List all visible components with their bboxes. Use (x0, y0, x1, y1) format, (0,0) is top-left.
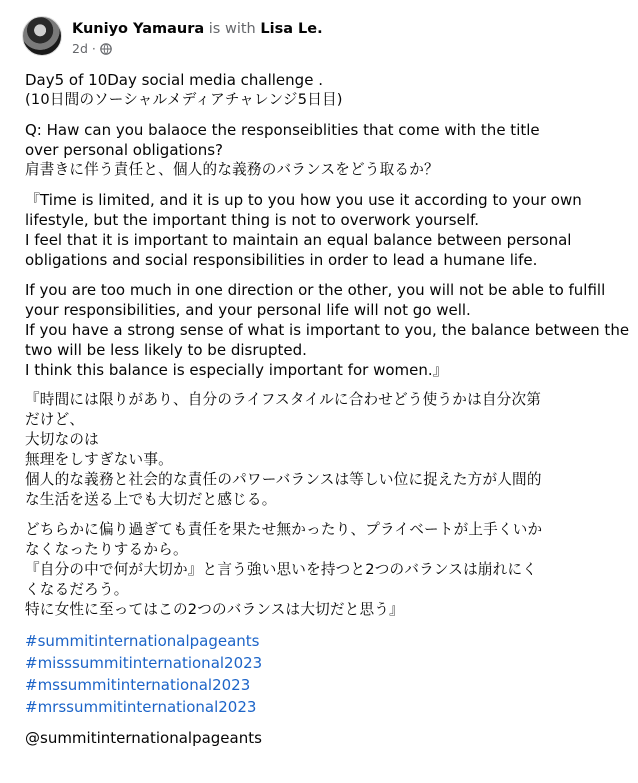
hashtag-list (25, 630, 615, 718)
text-line: 『自分の中で何が大切か』と言う強い思いを持つと2つのバランスは崩れにく (25, 561, 538, 578)
post-header-text (72, 20, 323, 56)
text-line: If you are too much in one direction or the other, you will not be able to fulfill (25, 281, 606, 299)
tagged-person-link[interactable]: Lisa Le. (260, 21, 323, 37)
post-meta (72, 41, 323, 56)
text-line: I feel that it is important to maintain an equal balance between personal (25, 231, 572, 249)
text-line: two will be less likely to be disrupted. (25, 341, 307, 359)
post-paragraph-4 (25, 280, 630, 380)
text-line: なくなったりするから。 (25, 541, 188, 558)
post-paragraph-1 (25, 70, 615, 110)
post-body (25, 70, 630, 748)
text-line: (10日間のソーシャルメディアチャレンジ5日目) (25, 91, 343, 108)
text-line: I think this balance is especially important for women.』 (25, 361, 448, 379)
post-paragraph-2 (25, 120, 615, 180)
hashtag-link[interactable]: #mrssummitinternational2023 (25, 698, 257, 716)
meta-separator: · (91, 41, 96, 56)
text-line: どちらかに偏り過ぎても責任を果たせ無かったり、プライベートが上手くいか (25, 521, 543, 538)
post-paragraph-3 (25, 190, 615, 270)
text-line: Q: Haw can you balaoce the responseiblities that come with the title (25, 121, 540, 139)
text-line: 個人的な義務と社会的な責任のパワーバランスは等しい位に捉えた方が人間的 (25, 471, 542, 488)
hashtag-link[interactable]: #summitinternationalpageants (25, 632, 260, 650)
post-paragraph-6 (25, 520, 615, 620)
text-line: your responsibilities, and your personal life will not go well. (25, 301, 471, 319)
text-line: lifestyle, but the important thing is not to overwork yourself. (25, 211, 479, 229)
text-line: くなるだろう。 (25, 581, 129, 598)
with-text: is with (204, 21, 261, 37)
text-line: over personal obligations? (25, 141, 224, 159)
post-timestamp[interactable]: 2d (72, 41, 88, 56)
text-line: 大切なのは (25, 431, 99, 448)
post-paragraph-5 (25, 390, 615, 510)
text-line: If you have a strong sense of what is important to you, the balance between the (25, 321, 630, 339)
text-line: 肩書きに伴う責任と、個人的な義務のバランスをどう取るか？ (25, 161, 439, 178)
mention-link[interactable]: @summitinternationalpageants (25, 729, 262, 747)
text-line: 『Time is limited, and it is up to you how you use it according to your own (25, 191, 582, 209)
text-line: Day5 of 10Day social media challenge . (25, 71, 323, 89)
hashtag-link[interactable]: #mssummitinternational2023 (25, 676, 251, 694)
author-avatar[interactable] (22, 16, 62, 56)
text-line: 『時間には限りがあり、自分のライフスタイルに合わせどう使うかは自分次第 (25, 391, 542, 408)
globe-icon[interactable] (100, 43, 112, 55)
author-name[interactable]: Kuniyo Yamaura (72, 21, 205, 37)
text-line: だけど、 (25, 411, 85, 428)
post-header (22, 16, 323, 56)
text-line: 特に女性に至ってはこの2つのバランスは大切だと思う』 (25, 601, 404, 618)
text-line: な生活を送る上でも大切だと感じる。 (25, 491, 277, 508)
hashtag-link[interactable]: #misssummitinternational2023 (25, 654, 263, 672)
text-line: obligations and social responsibilities in order to lead a humane life. (25, 251, 538, 269)
text-line: 無理をしすぎない事。 (25, 451, 173, 468)
author-line (72, 20, 323, 38)
